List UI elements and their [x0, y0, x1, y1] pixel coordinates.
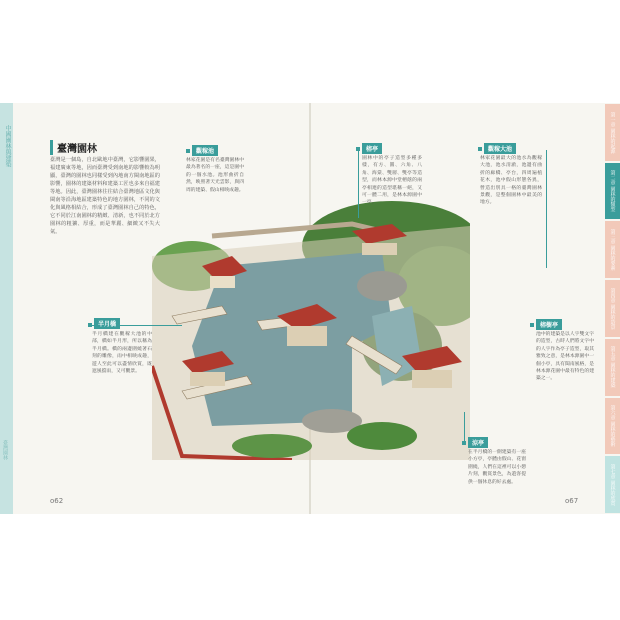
garden-illustration: [152, 196, 470, 460]
callout-marker: [478, 147, 482, 151]
callout-title: 榕亭: [362, 143, 382, 154]
chapter-tabs: [605, 103, 620, 514]
chapter-tab[interactable]: 第七章 園林的欣賞: [605, 456, 620, 513]
chapter-tab[interactable]: 第一章 園林的起源: [605, 104, 620, 161]
chapter-tab[interactable]: 第二章 園林的類型: [605, 163, 620, 220]
chapter-tab[interactable]: 第四章 園林的造景: [605, 280, 620, 337]
rockery: [357, 271, 407, 301]
callout-text: 園林中的亭子造型多種多樣，有方、圓、六角、八角、海棠、雙層、雙亭等造型，而林本源中堂榕蔭的兩亭相連的造型堪稱一絕，又可一體二用，是林本源園中一亭。: [362, 156, 422, 206]
left-page-number: o62: [50, 497, 64, 505]
callout-marker: [530, 323, 534, 327]
callout-text: 半月橋建在觀稼大池的中部，橋如半月形，所以稱為半月橋。橋的兩邊圍繞著石刻的雕像，雨中相映成趣，遊人至此可以盡情欣賞，既遮風擋雨，又可觀景。: [92, 332, 152, 375]
section-title: 臺灣園林: [50, 140, 97, 155]
callout-text: 林家花園是有名臺灣園林中最為著名的一座，這是園中的一個水池。池形曲折自然，映照著天光雲影，與四周的建築、假山相映成趣。: [186, 158, 244, 193]
section-body-text: 臺灣是一個島，自北歐地中臺灣，它影響園果，福建廣東等地，因而臺灣受到南地的影響較為明顯，臺灣的園林也同樣受到內地南方閩南地區的影響，園林的建築材料和建築工匠也多來自福建等地。因此，臺灣園林往往結合臺灣地區文化與閩南等沿海地區建築特色的地方園林，不同的文化與風格相結合，形成了臺灣園林自己的特色，它不同於江南園林的精緻、清新，也不同於北方園林的粗獷、厚重，而是華麗、細緻又不失大氣。: [50, 157, 160, 235]
shrubs: [232, 434, 312, 458]
leader-line: [546, 150, 547, 268]
left-side-tab-bottom-label: 臺灣園林: [2, 440, 8, 460]
callout-text: 池中的建築是以人字雙文字的造型，古時人們將文字中的人字作為亭子造型，取其雅致之意，是林本源園中一個小亭，具有閩南風格，是林本源花園中最有特色的建築之一。: [536, 332, 594, 382]
callout-title: 觀稼池: [192, 145, 218, 156]
callout-title: 涼亭: [468, 437, 488, 448]
right-page-number: o67: [565, 497, 579, 505]
chapter-tab[interactable]: 第六章 園林的藝術: [605, 398, 620, 455]
callout-text: 林家花園最大的池水為觀稼大池，池水清澈，池邊有曲折的廊橋、亭台，四周遍植花木，池中假山形態各異，營造出別具一格的臺灣園林景觀，是整個園林中最美的地方。: [480, 156, 542, 206]
callout-marker: [186, 149, 190, 153]
leader-line: [358, 150, 359, 218]
left-side-tab-label: 中國園林與建築: [4, 125, 11, 167]
callout-title: 觀稼大池: [484, 143, 516, 154]
callout-title: 榕樹亭: [536, 319, 562, 330]
callout-text: 在半月橋的一側建築有一座小方亭，亭體由假山、花窗圍繞，人們在這裡可以小憩片刻，觀賞景色，為遊客提供一個休息的好去處。: [468, 450, 526, 485]
leader-line: [464, 412, 465, 442]
callout-title: 半月橋: [94, 318, 120, 329]
shrubs: [347, 422, 417, 450]
chapter-tab[interactable]: 第三章 園林的要素: [605, 221, 620, 278]
chapter-tab[interactable]: 第五章 園林的建築: [605, 339, 620, 396]
